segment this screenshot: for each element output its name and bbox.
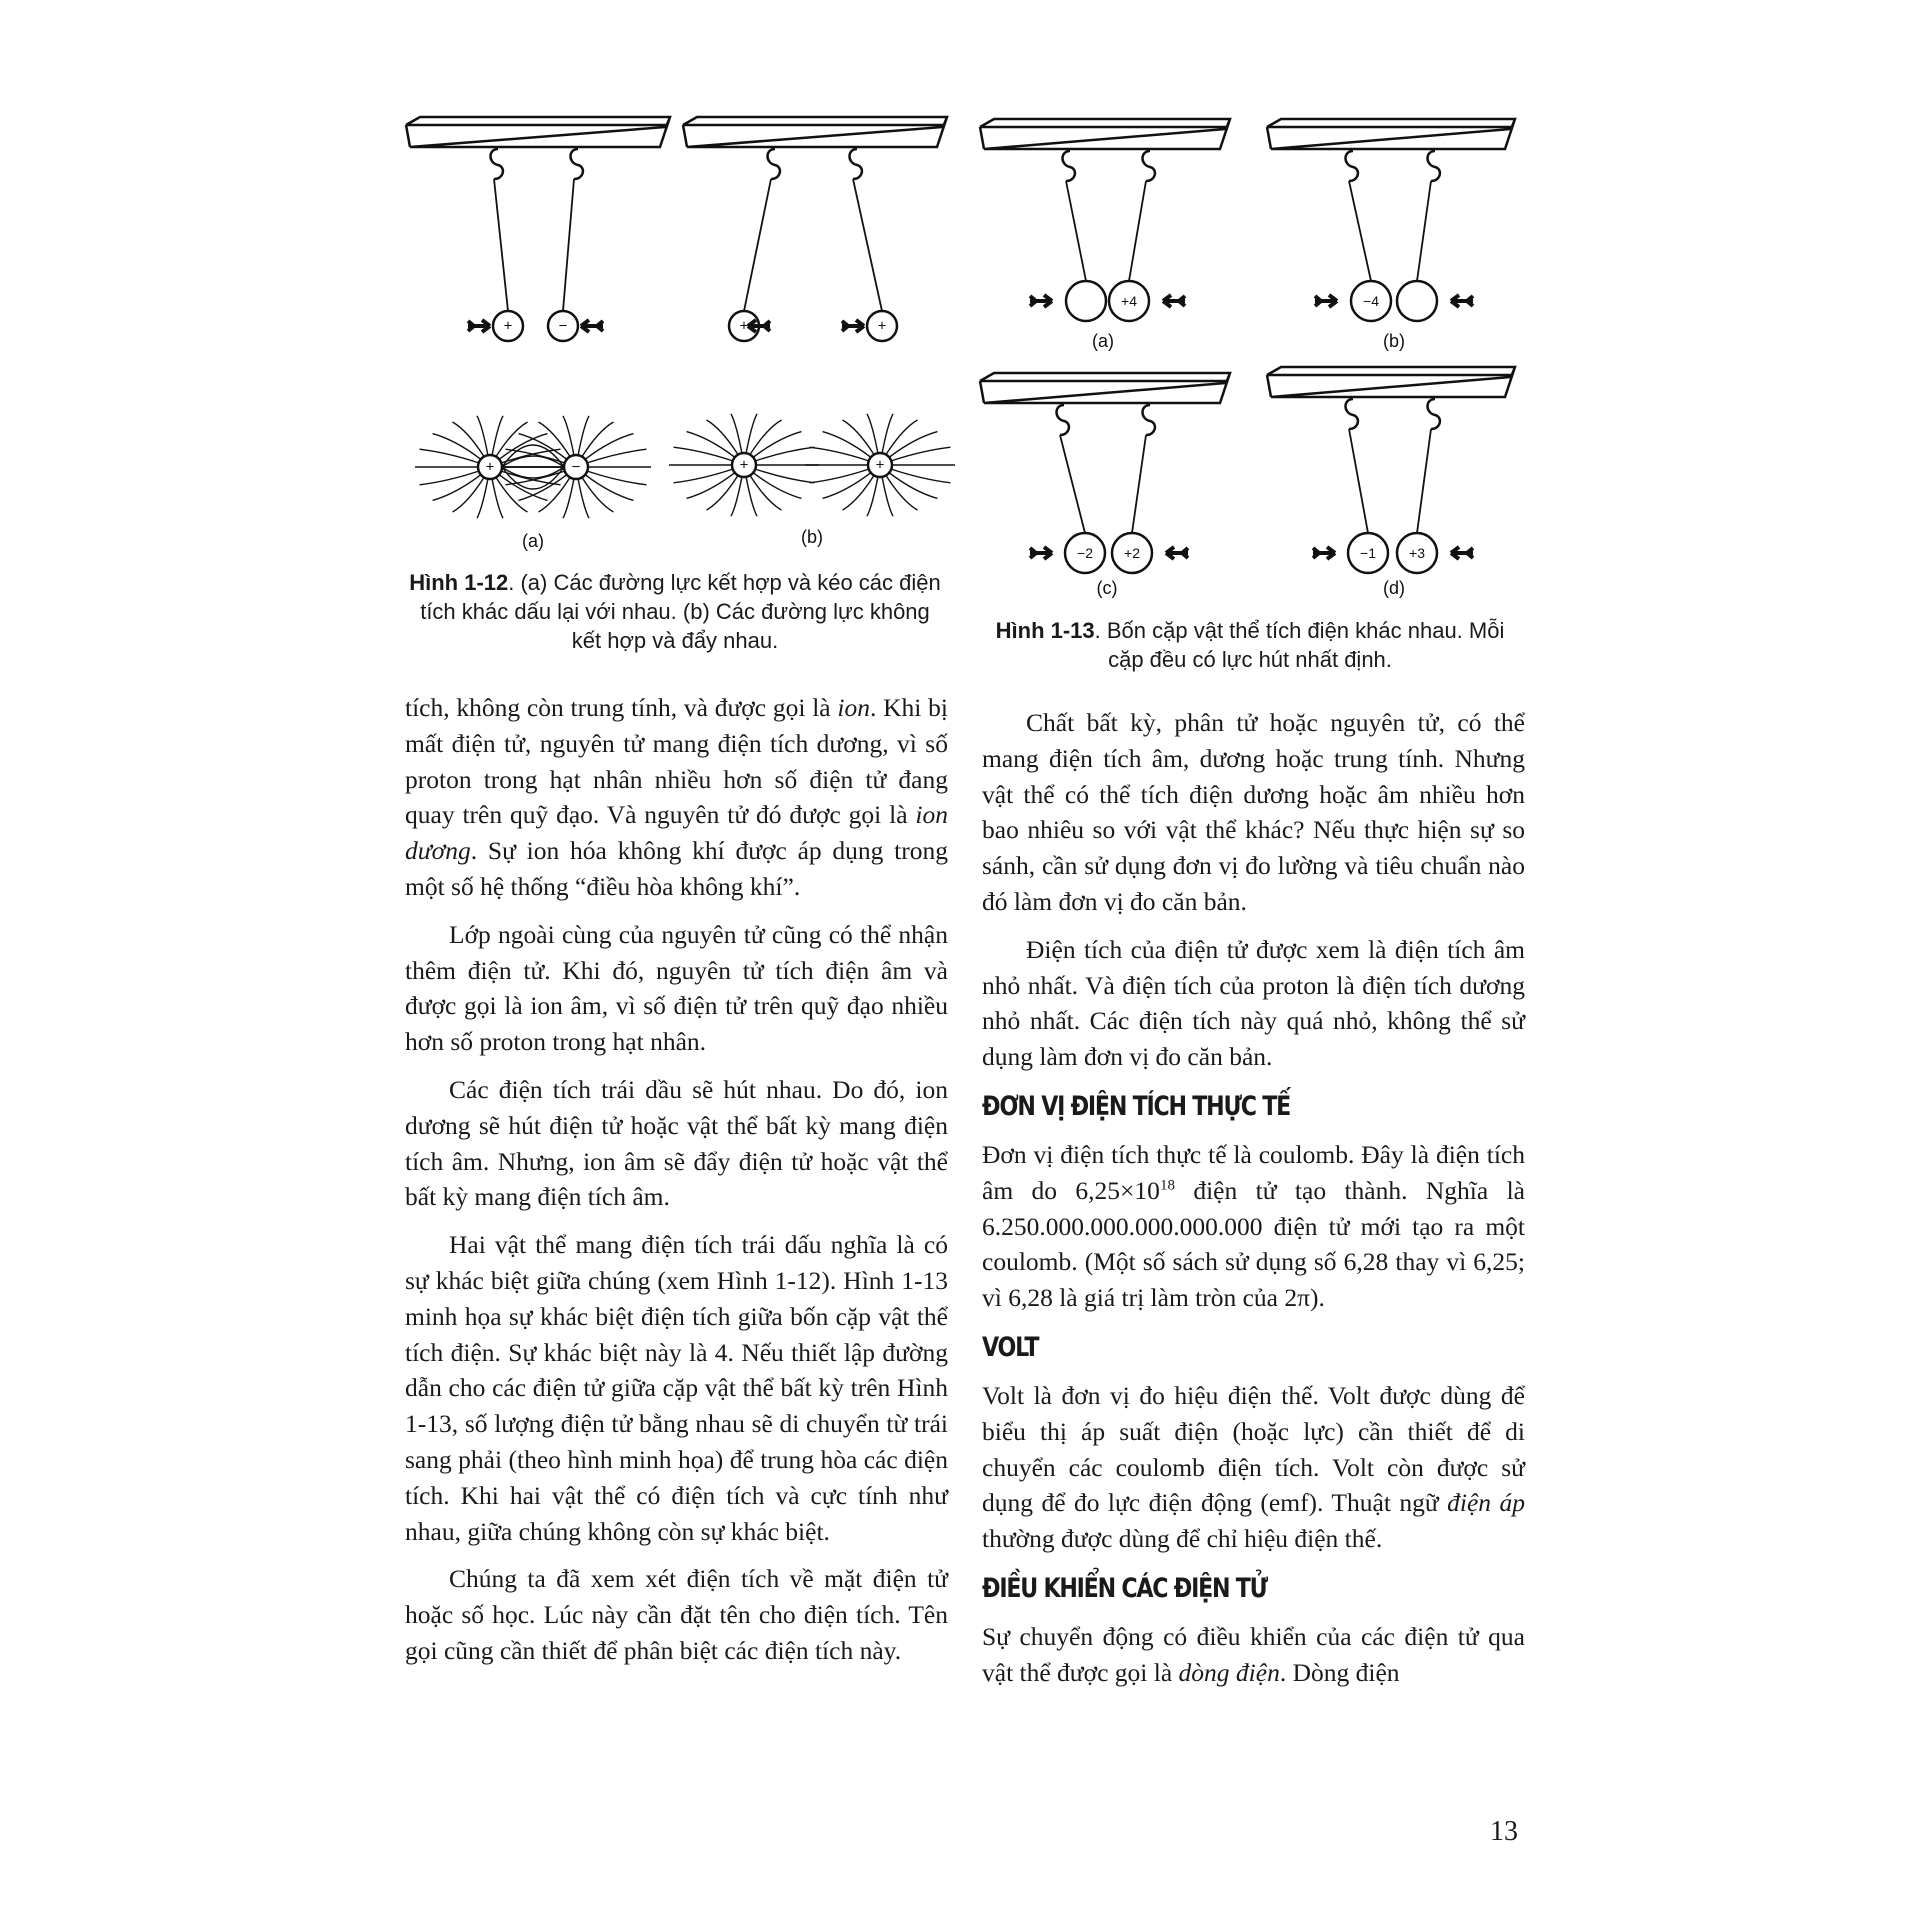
string xyxy=(744,179,771,311)
hook-icon xyxy=(1346,151,1358,181)
hook-icon xyxy=(1143,151,1155,181)
charge-label: −4 xyxy=(1363,293,1379,309)
charged-sphere xyxy=(1397,281,1437,321)
hook-icon xyxy=(1346,399,1358,429)
field-line xyxy=(585,475,633,501)
paragraph: Chất bất kỳ, phân tử hoặc nguyên tử, có thể mang điện tích âm, dương hoặc trung tính. Nhưng vật thể có thể tích điện dương hoặc âm nhiều hơn bao nhiêu so với vật thể khác? Nếu thực hiện sự so sánh, cần sử dụng đơn vị đo lường và tiêu chuẩn nào đó làm đơn vị đo căn bản. xyxy=(982,708,1525,916)
panel-label: (a) xyxy=(1092,331,1114,351)
paragraph: tích, không còn trung tính, và được gọi là ion. Khi bị mất điện tử, nguyên tử mang điện tích dương, vì số proton trong hạt nhân nhiều hơn số điện tử đang quay trên quỹ đạo. Và nguyên tử đó được gọi là ion dương. Sự ion hóa không khí được áp dụng trong một số hệ thống “điều hòa không khí”. xyxy=(405,693,948,901)
hook-icon xyxy=(768,149,780,179)
plate xyxy=(683,117,947,147)
string xyxy=(1349,429,1368,533)
figures xyxy=(0,0,1920,700)
paragraph: Đơn vị điện tích thực tế là coulomb. Đây là điện tích âm do $6,25\times 10^{18}$ điện tử tạo thành. Nghĩa là 6.250.000.000.000.000.000 điện tử mới tạo ra một coulomb. (Một số sách sử dụng số 6,28 thay vì 6,25; vì 6,28 là giá trị làm tròn của 2π). xyxy=(982,1139,1525,1313)
plate xyxy=(406,117,670,147)
field-line xyxy=(889,473,937,499)
hook-icon xyxy=(850,149,862,179)
field-line xyxy=(886,420,918,455)
paragraph: Điện tích của điện tử được xem là điện tích âm nhỏ nhất. Và điện tích của proton là điện tích dương nhỏ nhất. Các điện tích này quá nhỏ, không thể sử dụng làm đơn vị đo căn bản. xyxy=(982,934,1525,1072)
figure-1-13-caption: Hình 1-13. Bốn cặp vật thể tích điện khác nhau. Mỗi cặp đều có lực hút nhất định. xyxy=(995,618,1505,672)
field-line xyxy=(585,434,633,460)
string xyxy=(563,179,574,311)
field-line xyxy=(453,422,485,457)
figure-1-12-caption: Hình 1-12. (a) Các đường lực kết hợp và kéo các điện tích khác dấu lại với nhau. (b) Các đường lực không kết hợp và đẩy nhau. xyxy=(409,570,941,653)
arrow-right-icon xyxy=(1313,547,1335,559)
panel-label: (b) xyxy=(1383,331,1405,351)
field-line xyxy=(582,422,614,457)
field-line xyxy=(750,475,782,510)
string xyxy=(1066,181,1086,281)
string xyxy=(853,179,882,311)
panel-label: (c) xyxy=(1096,578,1118,598)
arrow-left-icon xyxy=(1451,547,1473,559)
charge-label: + xyxy=(503,317,513,335)
arrow-right-icon xyxy=(1030,547,1052,559)
section-heading: VOLT xyxy=(982,1331,1039,1363)
string xyxy=(1417,181,1431,281)
charge-label: + xyxy=(877,317,887,335)
plate xyxy=(1267,119,1515,149)
hook-icon xyxy=(1428,151,1440,181)
field-line xyxy=(753,473,801,499)
charge-label: − xyxy=(571,458,581,476)
charge-label: −1 xyxy=(1360,545,1376,561)
string xyxy=(1129,181,1146,281)
paragraph: Volt là đơn vị đo hiệu điện thế. Volt được dùng để biểu thị áp suất điện (hoặc lực) cần thiết để di chuyển các coulomb điện tích. Volt còn được sử dụng để đo lực điện động (emf). Thuật ngữ điện áp thường được dùng để chỉ hiệu điện thế. xyxy=(982,1380,1525,1554)
string xyxy=(1417,429,1431,533)
field-line xyxy=(502,456,564,467)
paragraph: Sự chuyển động có điều khiển của các điện tử qua vật thể được gọi là dòng điện. Dòng điện xyxy=(982,1621,1525,1687)
panel-label: (a) xyxy=(522,531,544,551)
field-line xyxy=(823,473,871,499)
field-line xyxy=(433,475,481,501)
paragraph: Các điện tích trái dầu sẽ hút nhau. Do đó, ion dương sẽ hút điện tử hoặc vật thể bất kỳ mang điện tích âm. Nhưng, ion âm sẽ đẩy điện tử hoặc vật thể bất kỳ mang điện tích âm. xyxy=(405,1074,948,1212)
string xyxy=(494,179,508,311)
field-line xyxy=(843,420,875,455)
field-line xyxy=(753,432,801,458)
charge-label: + xyxy=(739,317,749,335)
string xyxy=(1349,181,1371,281)
arrow-left-icon xyxy=(581,320,603,332)
field-line xyxy=(707,420,739,455)
field-line xyxy=(707,475,739,510)
arrow-left-icon xyxy=(1163,295,1185,307)
field-line xyxy=(453,477,485,512)
field-line xyxy=(687,432,735,458)
charge-label: +2 xyxy=(1124,545,1140,561)
charged-sphere xyxy=(1066,281,1106,321)
field-line xyxy=(843,475,875,510)
charge-label: − xyxy=(558,317,568,335)
paragraph: Lớp ngoài cùng của nguyên tử cũng có thể nhận thêm điện tử. Khi đó, nguyên tử tích điện âm và được gọi là ion âm, vì số điện tử trên quỹ đạo nhiều hơn số proton trong hạt nhân. xyxy=(405,919,948,1057)
plate xyxy=(1267,367,1515,397)
left-column xyxy=(405,690,948,1681)
plate xyxy=(980,119,1230,149)
arrow-right-icon xyxy=(1315,295,1337,307)
panel-label: (d) xyxy=(1383,578,1405,598)
hook-icon xyxy=(491,149,503,179)
right-column xyxy=(982,705,1525,1703)
field-line xyxy=(823,432,871,458)
field-line xyxy=(582,477,614,512)
charge-label: + xyxy=(739,456,749,474)
string xyxy=(1132,435,1146,533)
arrow-left-icon xyxy=(1166,547,1188,559)
paragraph: Hai vật thể mang điện tích trái dấu nghĩa là có sự khác biệt giữa chúng (xem Hình 1-12). Hình 1-13 minh họa sự khác biệt điện tích giữa bốn cặp vật thể tích điện. Sự khác biệt này là 4. Nếu thiết lập đường dẫn cho các điện tử giữa cặp vật thể bất kỳ trên Hình 1-13, số lượng điện tử bằng nhau sẽ di chuyển từ trái sang phải (theo hình minh họa) để trung hòa các điện tích. Khi hai vật thể có điện tích và cực tính như nhau, giữa chúng không còn sự khác biệt. xyxy=(405,1230,948,1546)
field-line xyxy=(886,475,918,510)
charge-label: + xyxy=(875,456,885,474)
string xyxy=(1060,435,1085,533)
hook-icon xyxy=(1057,405,1069,435)
arrow-left-icon xyxy=(1451,295,1473,307)
arrow-right-icon xyxy=(1030,295,1052,307)
field-line xyxy=(750,420,782,455)
hook-icon xyxy=(1143,405,1155,435)
charge-label: + xyxy=(485,458,495,476)
charge-label: −2 xyxy=(1077,545,1093,561)
arrow-right-icon xyxy=(842,320,864,332)
paragraph: Chúng ta đã xem xét điện tích về mặt điện tử hoặc số học. Lúc này cần đặt tên cho điện tích. Tên gọi cũng cần thiết để phân biệt các điện tích này. xyxy=(405,1564,948,1665)
panel-label: (b) xyxy=(801,527,823,547)
charge-label: +4 xyxy=(1121,293,1137,309)
plate xyxy=(980,373,1230,403)
arrow-right-icon xyxy=(468,320,490,332)
field-line xyxy=(502,467,564,478)
charge-label: +3 xyxy=(1409,545,1425,561)
field-line xyxy=(889,432,937,458)
field-line xyxy=(433,434,481,460)
hook-icon xyxy=(571,149,583,179)
section-heading: ĐƠN VỊ ĐIỆN TÍCH THỰC TẾ xyxy=(982,1090,1290,1122)
page-number: 13 xyxy=(1490,1816,1518,1847)
section-heading: ĐIỀU KHIỂN CÁC ĐIỆN TỬ xyxy=(982,1572,1267,1604)
hook-icon xyxy=(1428,399,1440,429)
field-line xyxy=(687,473,735,499)
hook-icon xyxy=(1063,151,1075,181)
